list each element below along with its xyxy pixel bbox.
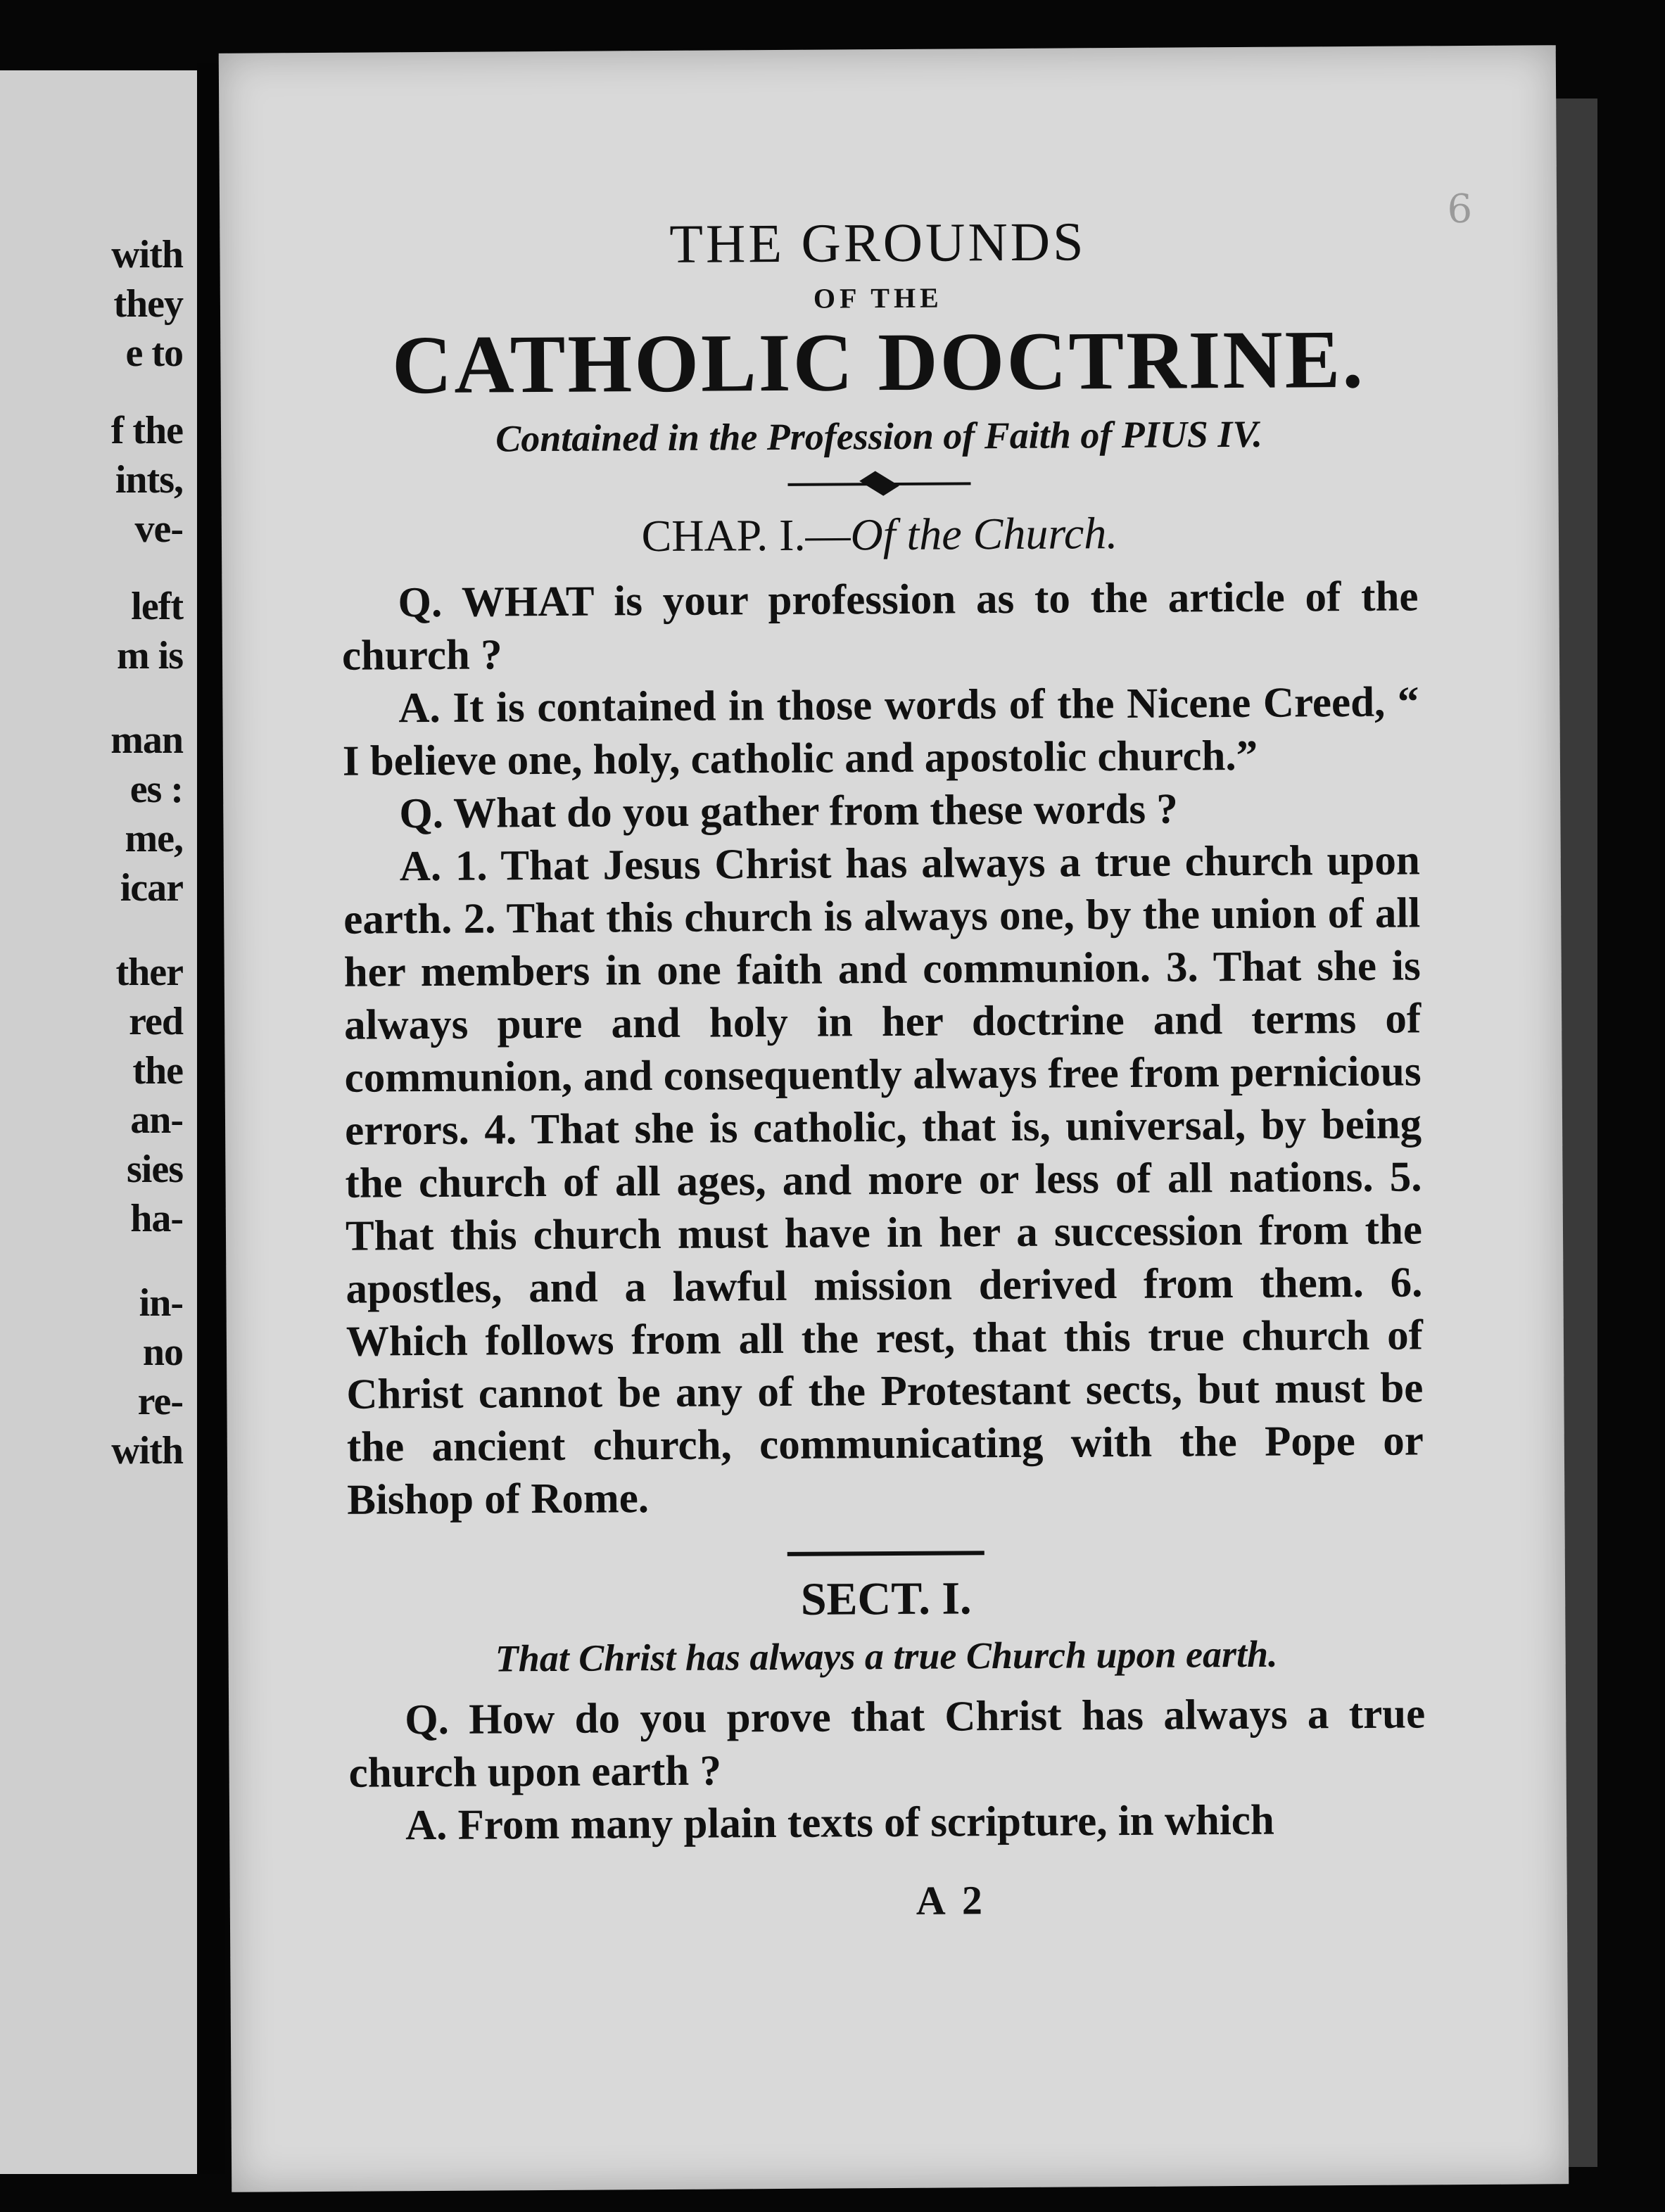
section-heading: SECT. I. xyxy=(800,1572,972,1625)
previous-page-fragment: man xyxy=(110,718,183,762)
previous-page-fragment: me, xyxy=(125,817,183,860)
previous-page-fragment: re- xyxy=(137,1380,183,1423)
previous-page-fragment: ha- xyxy=(130,1197,183,1240)
answer-1: A. It is contained in those words of the Nicene Creed, “ I believe one, holy, catholic and apostolic church.” xyxy=(342,678,1419,785)
previous-page-fragment: with xyxy=(111,1429,183,1473)
signature-mark: A 2 xyxy=(916,1877,987,1924)
previous-page-fragment: e to xyxy=(125,331,183,375)
page-number: 6 xyxy=(1447,186,1473,233)
previous-page-fragment: with xyxy=(111,233,183,276)
main-title: CATHOLIC DOCTRINE. xyxy=(391,312,1366,412)
chapter-label: CHAP. I.— xyxy=(641,509,851,561)
title-ornament xyxy=(787,476,970,491)
title-subtitle: Contained in the Profession of Faith of PIUS IV. xyxy=(495,412,1263,460)
page-text xyxy=(339,208,1426,1927)
previous-page-fragment: no xyxy=(142,1330,183,1374)
title-line-1: THE GROUNDS xyxy=(669,210,1087,274)
previous-page-fragment: m is xyxy=(117,634,183,678)
question-2: Q. What do you gather from these words ? xyxy=(399,785,1179,838)
previous-page-fragment: es : xyxy=(129,768,183,811)
answer-2: A. 1. That Jesus Christ has always a true church upon earth. 2. That this church is always one, by the union of all her members in one faith and communion. 3. That she is always pure and holy in her doctrine and terms of communion, and consequently always free from pernicious errors. 4. That she is catholic, that is, universal, by being the church of all ages, and more or less of all nations. 5. That this church must have in her a succession from the apostles, and a lawful mission derived from them. 6. Which follows from all the rest, that this true church of Christ cannot be any of the Protestant sects, but must be the ancient church, communicating with the Pope or Bishop of Rome. xyxy=(343,837,1424,1524)
previous-page-strip xyxy=(0,70,197,2174)
previous-page-fragment: f the xyxy=(110,409,183,452)
book-page xyxy=(219,45,1569,2192)
previous-page-fragment: ther xyxy=(115,951,183,994)
previous-page-fragment: icar xyxy=(120,866,183,910)
previous-page-fragment: red xyxy=(129,1000,183,1043)
previous-page-fragment: in- xyxy=(139,1281,183,1325)
section-rule xyxy=(787,1551,985,1556)
section-subtitle: That Christ has always a true Church upon earth. xyxy=(495,1632,1278,1680)
previous-page-fragment: an- xyxy=(130,1098,183,1142)
chapter-heading xyxy=(341,505,1418,564)
previous-page-fragment: left xyxy=(131,585,183,628)
previous-page-fragment: sies xyxy=(127,1148,183,1191)
title-line-2: OF THE xyxy=(813,281,943,314)
previous-page-fragment: the xyxy=(132,1049,183,1093)
previous-page-fragment: they xyxy=(113,282,183,326)
question-1: Q. WHAT is your profession as to the article of the church ? xyxy=(341,573,1419,680)
section-answer: A. From many plain texts of scripture, in which xyxy=(405,1796,1274,1850)
section-question: Q. How do you prove that Christ has always a true church upon earth ? xyxy=(348,1690,1426,1797)
chapter-title: Of the Church. xyxy=(850,507,1118,560)
previous-page-fragment: ve- xyxy=(134,507,183,551)
previous-page-fragment: ints, xyxy=(115,458,183,502)
